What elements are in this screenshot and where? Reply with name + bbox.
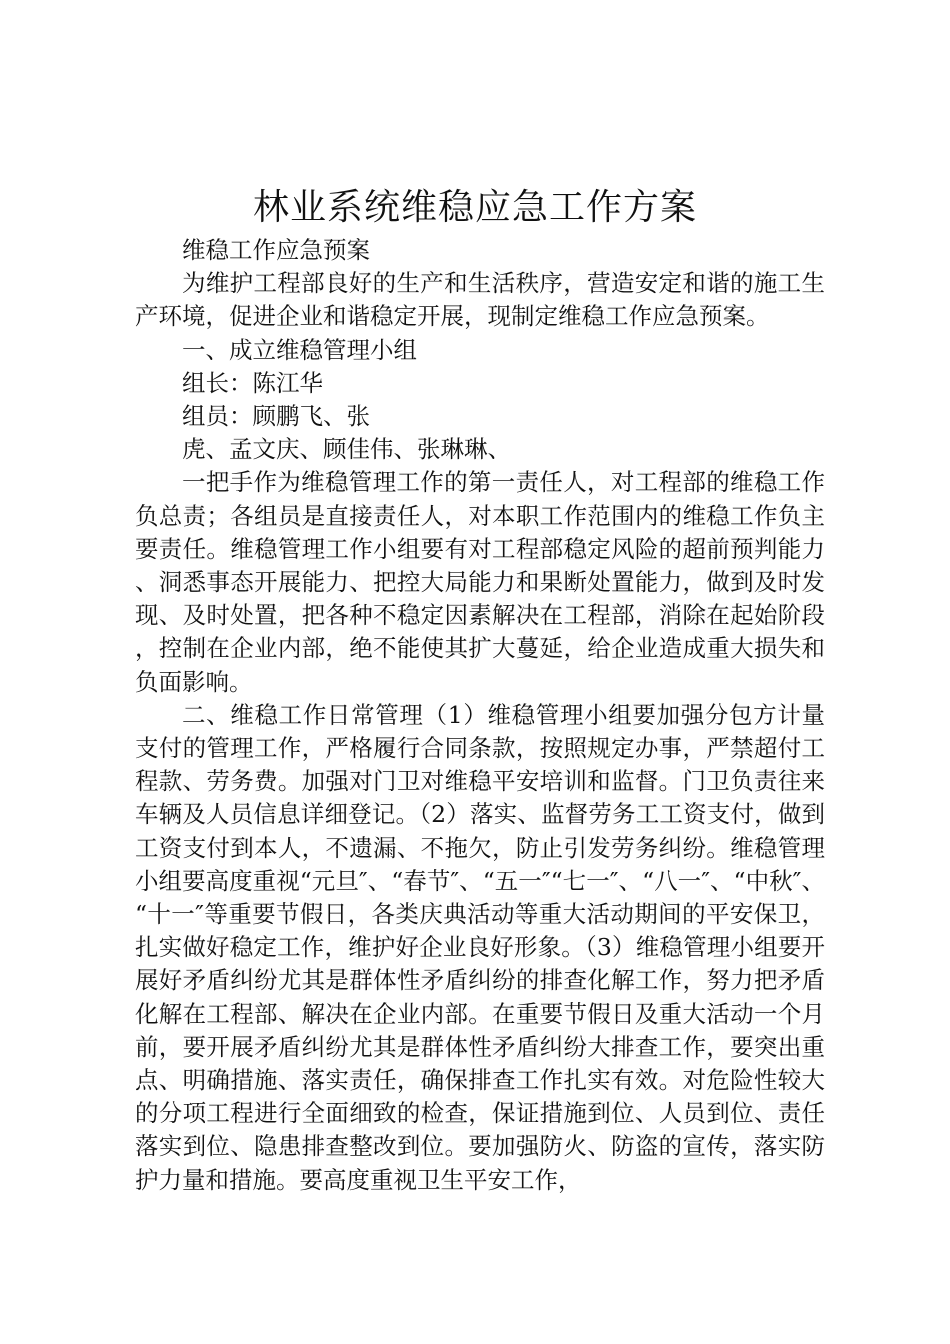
section-heading-1: 一、成立维稳管理小组 (182, 335, 417, 364)
document-body (135, 234, 825, 1197)
document-title: 林业系统维稳应急工作方案 (252, 187, 697, 228)
paragraph-responsibility: 一把手作为维稳管理工作的第一责任人，对工程部的维稳工作负总责；各组员是直接责任人，对本职工作范围内的维稳工作负主要责任。维稳管理工作小组要有对工程部稳定风险的超前预判能力、洞悉事态开展能力、把控大局能力和果断处置能力，做到及时发现、及时处置，把各种不稳定因素解决在工程部，消除在起始阶段，控制在企业内部，绝不能使其扩大蔓延，给企业造成重大损失和负面影响。 (135, 468, 825, 696)
paragraph-group-members: 组员：顾鹏飞、张 (182, 402, 370, 431)
paragraph-group-members-continued: 虎、孟文庆、顾佳伟、张琳琳、 (182, 435, 511, 464)
paragraph-subtitle: 维稳工作应急预案 (182, 236, 370, 264)
paragraph-group-leader: 组长：陈江华 (182, 368, 323, 397)
paragraph-daily-management: 二、维稳工作日常管理（1）维稳管理小组要加强分包方计量支付的管理工作，严格履行合同条款，按照规定办事，严禁超付工程款、劳务费。加强对门卫对维稳平安培训和监督。门卫负责往来车辆及人员信息详细登记。（2）落实、监督劳务工工资支付，做到工资支付到本人，不遗漏、不拖欠，防止引发劳务纠纷。维稳管理小组要高度重视“元旦″、“春节″、“五一″“七一″、“八一″、“中秋″、“十一″等重要节假日，各类庆典活动等重大活动期间的平安保卫，扎实做好稳定工作，维护好企业良好形象。（3）维稳管理小组要开展好矛盾纠纷尤其是群体性矛盾纠纷的排查化解工作，努力把矛盾化解在工程部、解决在企业内部。在重要节假日及重大活动一个月前，要开展矛盾纠纷尤其是群体性矛盾纠纷大排查工作，要突出重点、明确措施、落实责任，确保排查工作扎实有效。对危险性较大的分项工程进行全面细致的检查，保证措施到位、人员到位、责任落实到位、隐患排查整改到位。要加强防火、防盗的宣传，落实防护力量和措施。要高度重视卫生平安工作， (135, 700, 825, 1194)
paragraph-intro: 为维护工程部良好的生产和生活秩序，营造安定和谐的施工生产环境，促进企业和谐稳定开展，现制定维稳工作应急预案。 (135, 269, 825, 331)
